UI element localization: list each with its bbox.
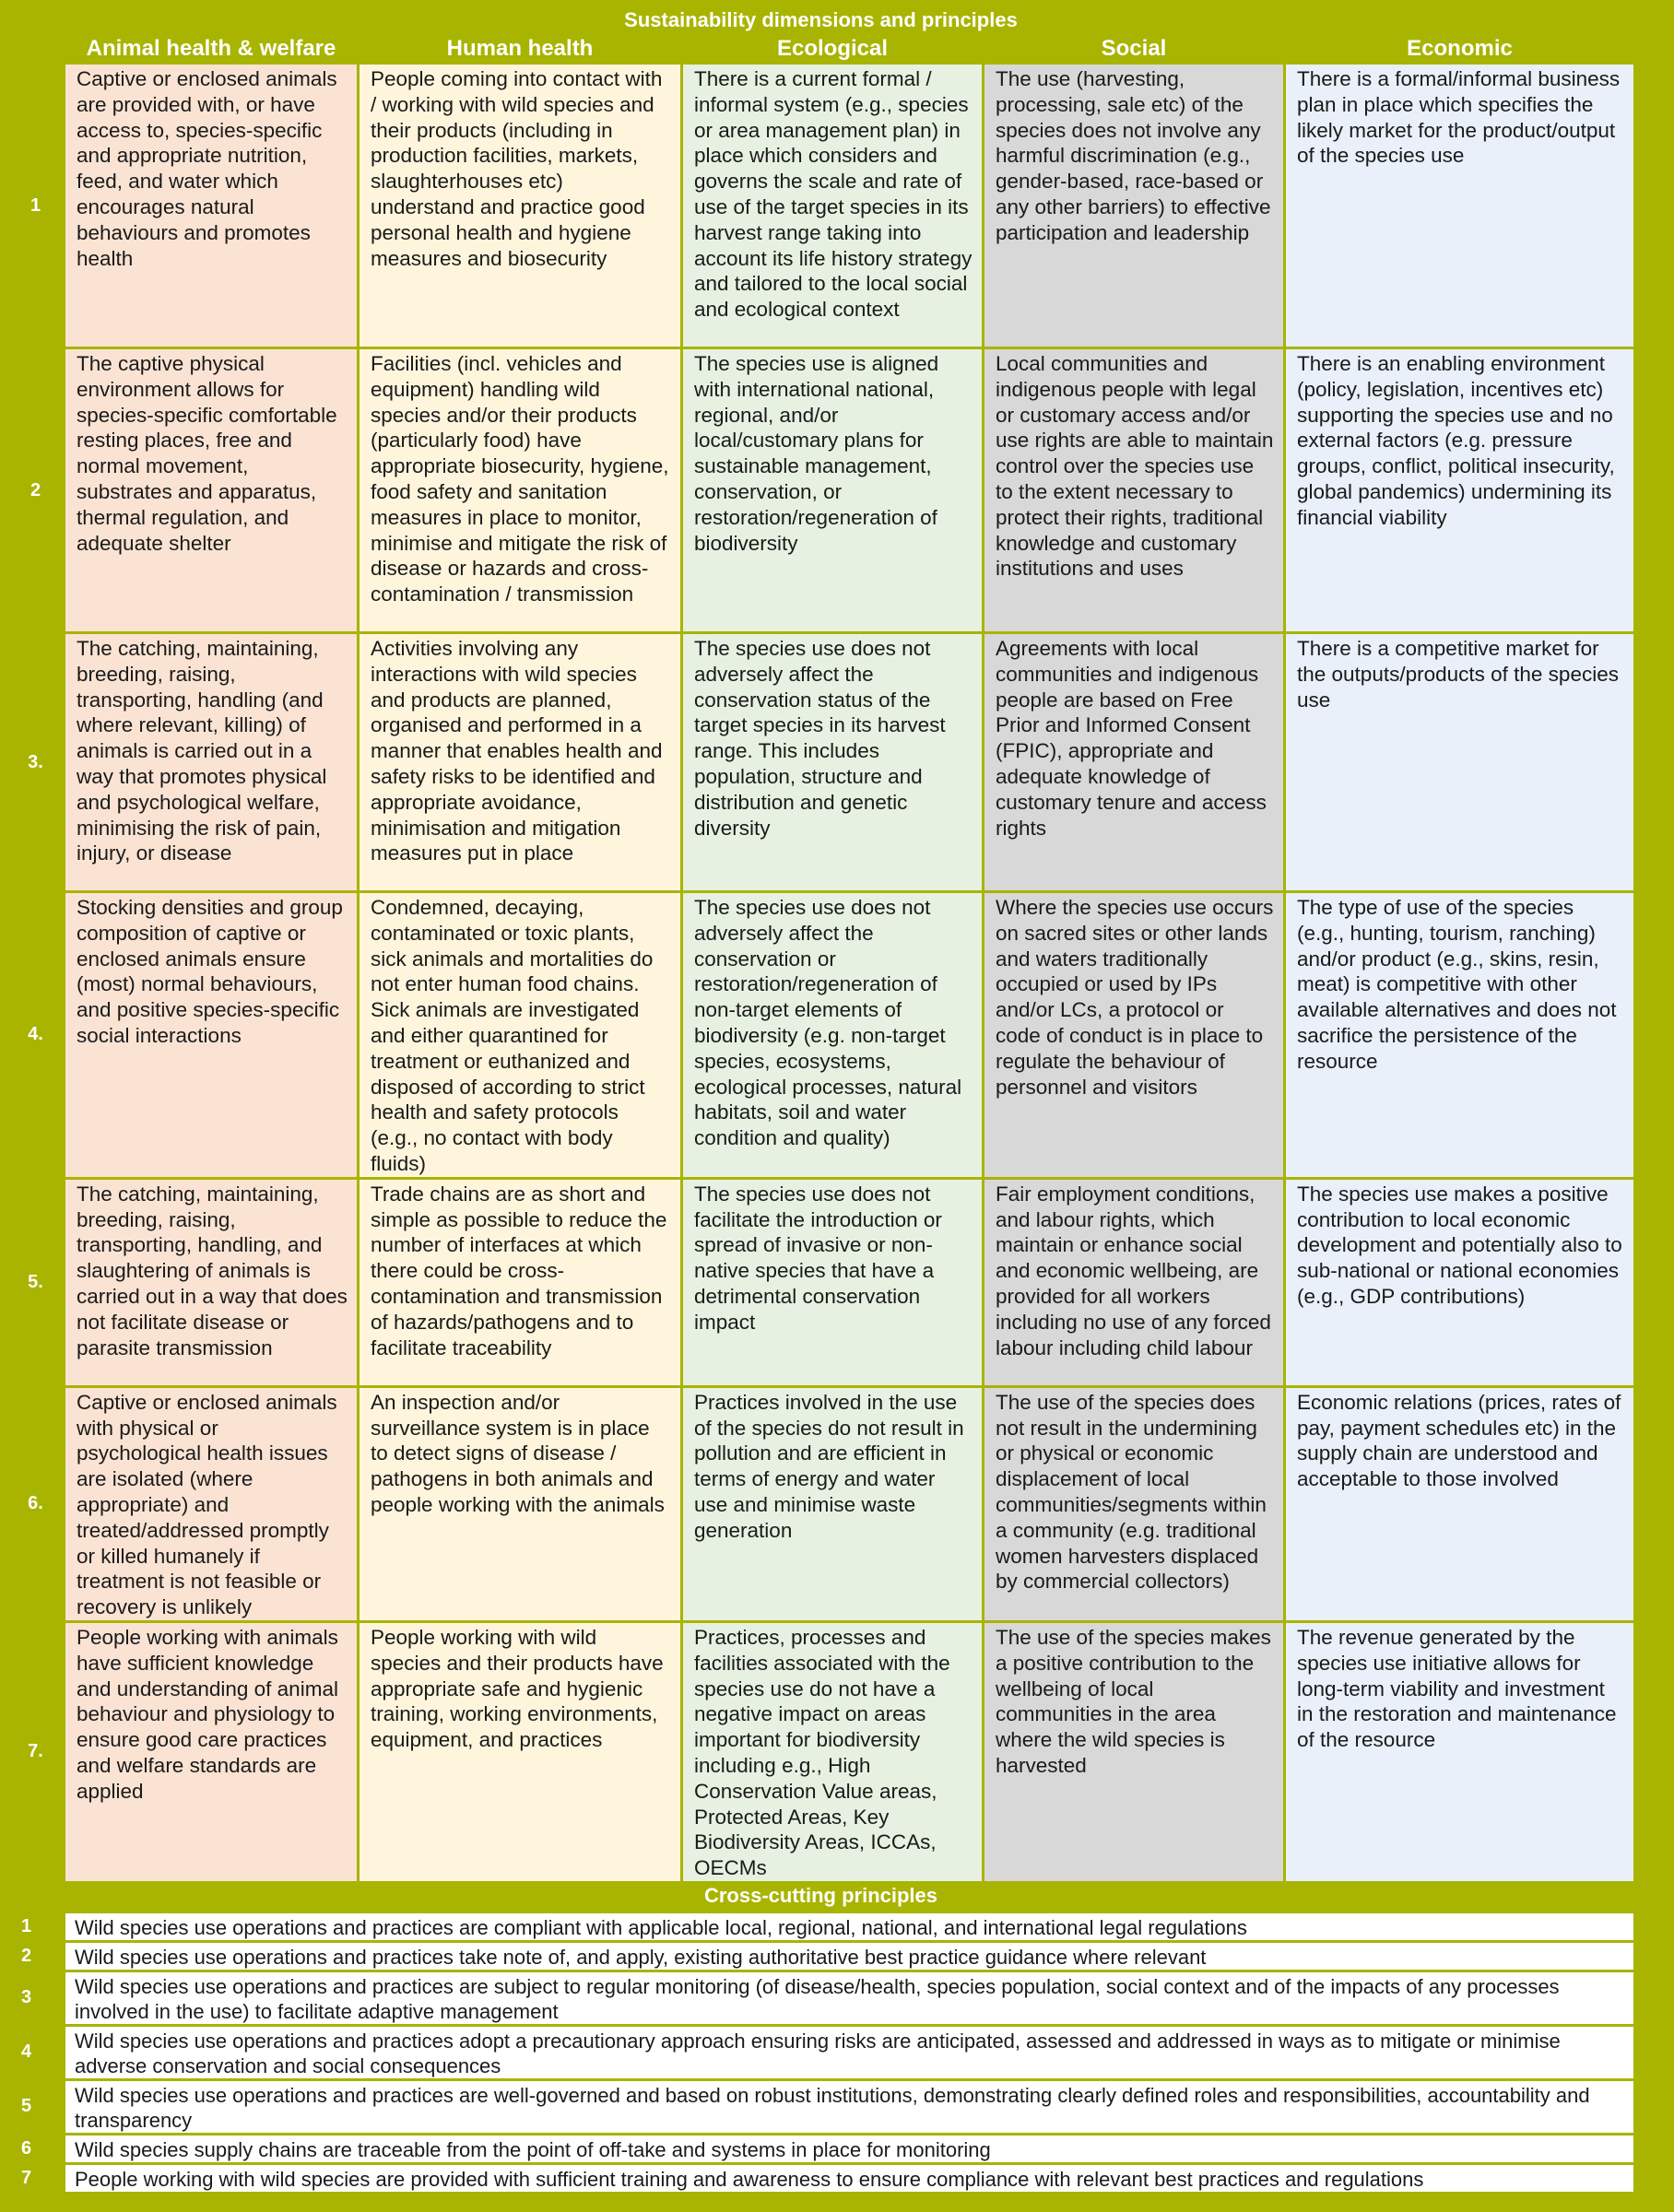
cell-animal: The captive physical environment allows for species-specific comfortable resting places, free and normal movement, substrates and apparatus, thermal regulation, and adequate shelter <box>65 348 359 633</box>
principle-row-7 <box>7 1621 1635 1882</box>
header-corner <box>7 35 65 64</box>
cell-animal: The catching, maintaining, breeding, raising, transporting, handling, and slaughtering of animals is carried out in a way that does not facilitate disease or parasite transmission <box>65 1178 359 1386</box>
column-header-ecological: Ecological <box>682 35 984 64</box>
cell-human: People coming into contact with / working with wild species and their products (including in production facilities, markets, slaughterhouses etc) understand and practice good personal health and hygiene measures and biosecurity <box>359 64 682 348</box>
column-header-social: Social <box>984 35 1285 64</box>
row-number: 1 <box>7 64 65 348</box>
cc-number: 5 <box>7 2079 65 2134</box>
cell-social: The use of the species does not result in the undermining or physical or economic displacement of local communities/segments within a community (e.g. traditional women harvesters displaced by commercial collectors) <box>984 1386 1285 1621</box>
cell-ecological: The species use does not adversely affect the conservation status of the target species in its harvest range. This includes population, structure and distribution and genetic diversity <box>682 633 984 892</box>
cc-text: Wild species use operations and practices take note of, and apply, existing authoritative best practice guidance where relevant <box>65 1941 1635 1971</box>
cross-cutting-row-5 <box>7 2079 1635 2134</box>
cell-ecological: There is a current formal / informal system (e.g., species or area management plan) in place which considers and governs the scale and rate of use of the target species in its harvest range taking into account its life history strategy and tailored to the local social and ecological context <box>682 64 984 348</box>
cell-economic: There is an enabling environment (policy, legislation, incentives etc) supporting the species use and no external factors (e.g. pressure groups, conflict, political insecurity, global pandemics) undermining its financial viability <box>1285 348 1635 633</box>
table-title: Sustainability dimensions and principles <box>7 7 1635 35</box>
cell-human: An inspection and/or surveillance system is in place to detect signs of disease / pathogens in both animals and people working with the animals <box>359 1386 682 1621</box>
principle-row-3 <box>7 633 1635 892</box>
cell-human: People working with wild species and their products have appropriate safe and hygienic training, working environments, equipment, and practices <box>359 1621 682 1882</box>
principle-row-4 <box>7 892 1635 1179</box>
cross-cutting-row-3 <box>7 1971 1635 2025</box>
cross-cutting-row-2 <box>7 1941 1635 1971</box>
cc-text: Wild species use operations and practices are compliant with applicable local, regional, national, and international legal regulations <box>65 1912 1635 1941</box>
cross-cutting-row-6 <box>7 2134 1635 2163</box>
cell-animal: Captive or enclosed animals are provided with, or have access to, species-specific and appropriate nutrition, feed, and water which encourages natural behaviours and promotes health <box>65 64 359 348</box>
principle-row-1 <box>7 64 1635 348</box>
row-number: 5. <box>7 1178 65 1386</box>
row-number: 6. <box>7 1386 65 1621</box>
column-header-economic: Economic <box>1285 35 1635 64</box>
cc-text: Wild species supply chains are traceable from the point of off-take and systems in place for monitoring <box>65 2134 1635 2163</box>
cell-animal: Stocking densities and group composition of captive or enclosed animals ensure (most) normal behaviours, and positive species-specific social interactions <box>65 892 359 1179</box>
cell-social: Agreements with local communities and indigenous people are based on Free Prior and Informed Consent (FPIC), appropriate and adequate knowledge of customary tenure and access rights <box>984 633 1285 892</box>
cross-cutting-row-1 <box>7 1912 1635 1941</box>
cell-economic: The type of use of the species (e.g., hunting, tourism, ranching) and/or product (e.g., skins, resin, meat) is competitive with other available alternatives and does not sacrifice the persistence of the resource <box>1285 892 1635 1179</box>
cell-human: Facilities (incl. vehicles and equipment) handling wild species and/or their products (particularly food) have appropriate biosecurity, hygiene, food safety and sanitation measures in place to monitor, minimise and mitigate the risk of disease or hazards and cross-contamination / transmission <box>359 348 682 633</box>
cell-ecological: Practices involved in the use of the species do not result in pollution and are efficient in terms of energy and water use and minimise waste generation <box>682 1386 984 1621</box>
column-header-animal: Animal health & welfare <box>65 35 359 64</box>
sustainability-table <box>6 6 1636 2194</box>
title-row <box>7 7 1635 35</box>
cell-human: Trade chains are as short and simple as possible to reduce the number of interfaces at which there could be cross-contamination and transmission of hazards/pathogens and to facilitate traceability <box>359 1178 682 1386</box>
cell-social: Fair employment conditions, and labour rights, which maintain or enhance social and economic wellbeing, are provided for all workers including no use of any forced labour including child labour <box>984 1178 1285 1386</box>
row-number: 2 <box>7 348 65 633</box>
row-number: 7. <box>7 1621 65 1882</box>
cc-number: 2 <box>7 1941 65 1971</box>
cc-number: 3 <box>7 1971 65 2025</box>
cc-number: 4 <box>7 2025 65 2079</box>
row-number: 4. <box>7 892 65 1179</box>
cc-number: 6 <box>7 2134 65 2163</box>
cell-animal: The catching, maintaining, breeding, raising, transporting, handling (and where relevant, killing) of animals is carried out in a way that promotes physical and psychological welfare, minimising the risk of pain, injury, or disease <box>65 633 359 892</box>
cc-number: 1 <box>7 1912 65 1941</box>
cell-economic: The revenue generated by the species use initiative allows for long-term viability and investment in the restoration and maintenance of the resource <box>1285 1621 1635 1882</box>
cell-social: The use of the species makes a positive contribution to the wellbeing of local communities in the area where the wild species is harvested <box>984 1621 1285 1882</box>
principle-row-6 <box>7 1386 1635 1621</box>
cc-text: Wild species use operations and practices are subject to regular monitoring (of disease/health, species population, social context and of the impacts of any processes involved in the use) to facilitate adaptive management <box>65 1971 1635 2025</box>
cell-animal: Captive or enclosed animals with physical or psychological health issues are isolated (where appropriate) and treated/addressed promptly or killed humanely if treatment is not feasible or recovery is unlikely <box>65 1386 359 1621</box>
cell-social: The use (harvesting, processing, sale etc) of the species does not involve any harmful discrimination (e.g., gender-based, race-based or any other barriers) to effective participation and leadership <box>984 64 1285 348</box>
cell-social: Local communities and indigenous people with legal or customary access and/or use rights are able to maintain control over the species use to the extent necessary to protect their rights, traditional knowledge and customary institutions and uses <box>984 348 1285 633</box>
cc-text: People working with wild species are provided with sufficient training and awareness to ensure compliance with relevant best practices and regulations <box>65 2163 1635 2193</box>
cell-human: Activities involving any interactions with wild species and products are planned, organised and performed in a manner that enables health and safety risks to be identified and appropriate avoidance, minimisation and mitigation measures put in place <box>359 633 682 892</box>
cc-text: Wild species use operations and practices are well-governed and based on robust institutions, demonstrating clearly defined roles and responsibilities, accountability and transparency <box>65 2079 1635 2134</box>
column-header-human: Human health <box>359 35 682 64</box>
cell-economic: There is a competitive market for the outputs/products of the species use <box>1285 633 1635 892</box>
cross-cutting-row-7 <box>7 2163 1635 2193</box>
cell-economic: Economic relations (prices, rates of pay, payment schedules etc) in the supply chain are understood and acceptable to those involved <box>1285 1386 1635 1621</box>
cell-animal: People working with animals have sufficient knowledge and understanding of animal behaviour and physiology to ensure good care practices and welfare standards are applied <box>65 1621 359 1882</box>
cell-economic: The species use makes a positive contribution to local economic development and potentially also to sub-national or national economies (e.g., GDP contributions) <box>1285 1178 1635 1386</box>
cell-economic: There is a formal/informal business plan in place which specifies the likely market for the product/output of the species use <box>1285 64 1635 348</box>
cell-social: Where the species use occurs on sacred sites or other lands and waters traditionally occupied or used by IPs and/or LCs, a protocol or code of conduct is in place to regulate the behaviour of personnel and visitors <box>984 892 1285 1179</box>
cell-ecological: The species use does not adversely affect the conservation or restoration/regeneration of non-target elements of biodiversity (e.g. non-target species, ecosystems, ecological processes, natural habitats, soil and water condition and quality) <box>682 892 984 1179</box>
cell-human: Condemned, decaying, contaminated or toxic plants, sick animals and mortalities do not enter human food chains. Sick animals are investigated and either quarantined for treatment or euthanized and disposed of according to strict health and safety protocols (e.g., no contact with body fluids) <box>359 892 682 1179</box>
cross-cutting-title-row <box>7 1882 1635 1912</box>
cross-cutting-title: Cross-cutting principles <box>7 1882 1635 1912</box>
principle-row-2 <box>7 348 1635 633</box>
cell-ecological: Practices, processes and facilities associated with the species use do not have a negative impact on areas important for biodiversity including e.g., High Conservation Value areas, Protected Areas, Key Biodiversity Areas, ICCAs, OECMs <box>682 1621 984 1882</box>
cc-number: 7 <box>7 2163 65 2193</box>
column-header-row <box>7 35 1635 64</box>
cell-ecological: The species use does not facilitate the introduction or spread of invasive or non-native species that have a detrimental conservation impact <box>682 1178 984 1386</box>
row-number: 3. <box>7 633 65 892</box>
cell-ecological: The species use is aligned with international national, regional, and/or local/customary plans for sustainable management, conservation, or restoration/regeneration of biodiversity <box>682 348 984 633</box>
cross-cutting-row-4 <box>7 2025 1635 2079</box>
principle-row-5 <box>7 1178 1635 1386</box>
cc-text: Wild species use operations and practices adopt a precautionary approach ensuring risks are anticipated, assessed and addressed in ways as to mitigate or minimise adverse conservation and social consequences <box>65 2025 1635 2079</box>
